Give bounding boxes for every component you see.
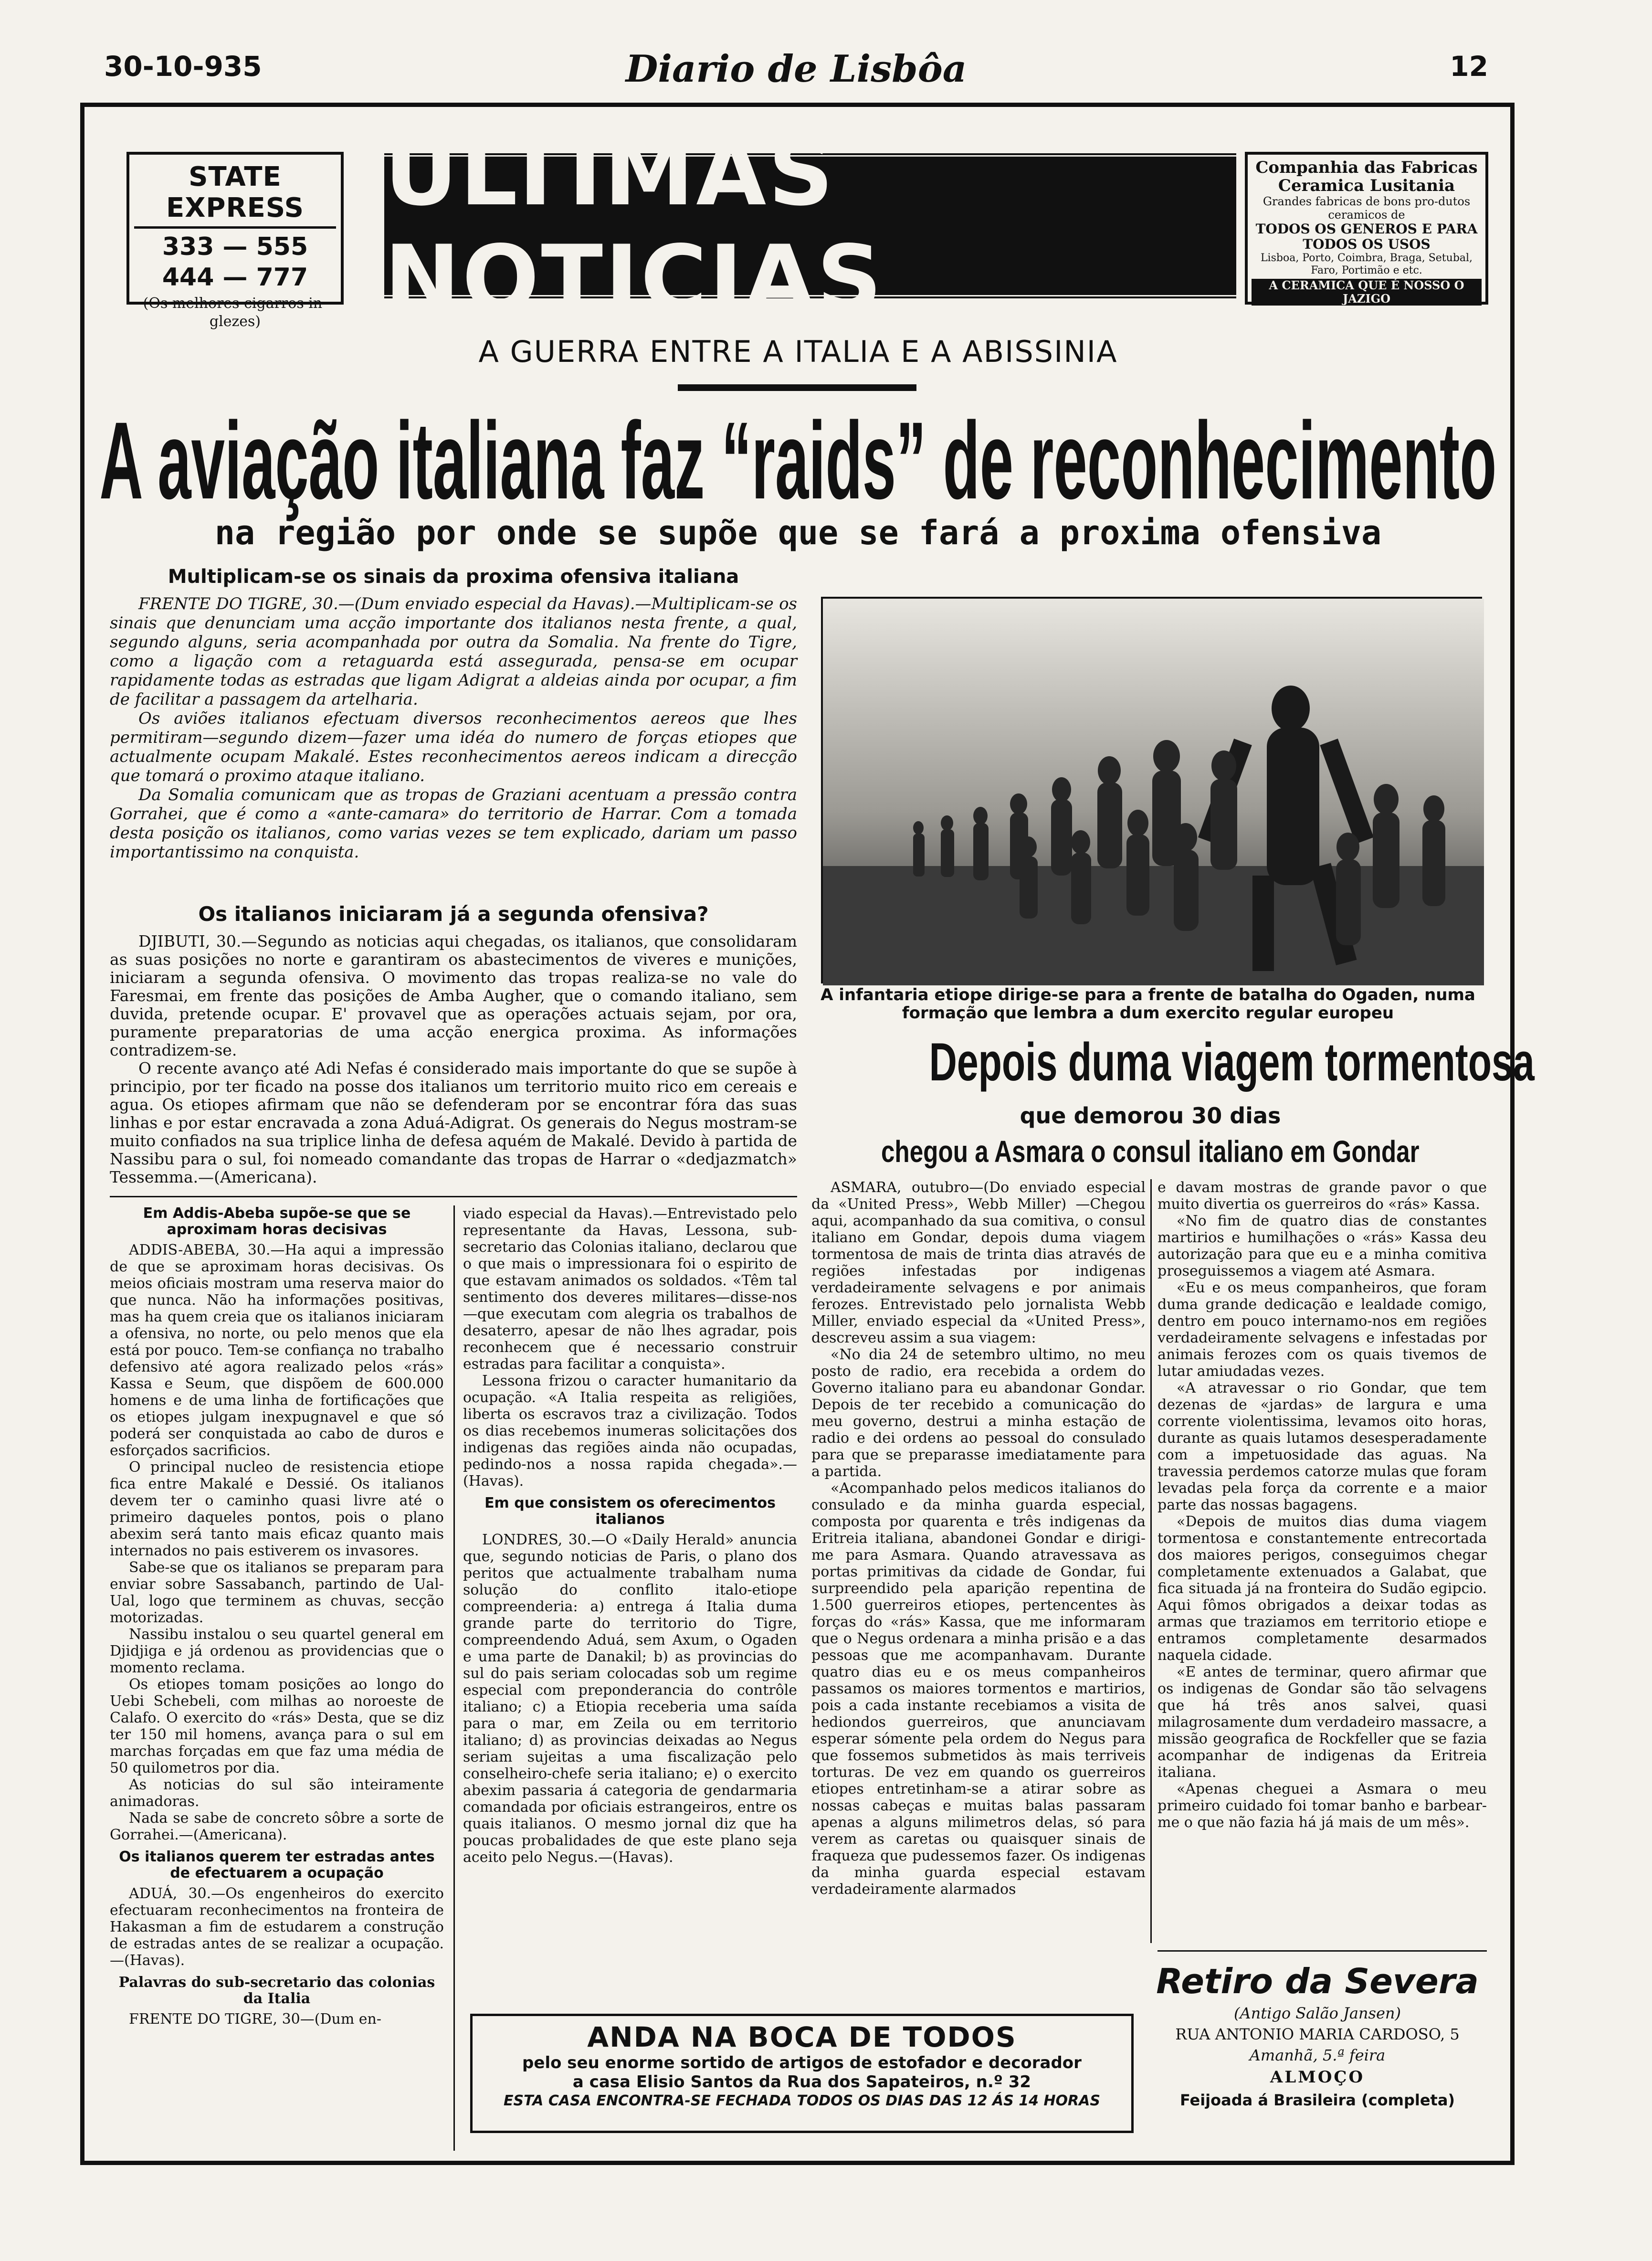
main-headline: A aviação italiana faz “raids” de reconhecimento [99,399,1497,522]
story-2-headline-wrap [811,1031,1535,1093]
ad-line: Grandes fabricas de bons pro-dutos ceramicos de [1263,195,1471,222]
ad-line: (Antigo Salão Jansen) [1234,2004,1401,2022]
kicker: A GUERRA ENTRE A ITALIA E A ABISSINIA [478,334,1118,369]
column-1 [110,1205,444,2158]
paragraph: «Acompanhado pelos medicos italianos do consulado e da minha guarda especial, composta por quarenta e três indigenas da Eritreia italiana, abandonei Gondar e dirigi-me para Asmara. Quando atravessava as portas primitivas da cidade de Gondar, fui surpreendido pela aparição repentina de 1.500 guerreiros etiopes, pertencentes às forças do «rás» Kassa, que me informaram que o Negus ordenara a minha prisão e a das pessoas que me acompanhavam. Durante quatro dias eu e os meus companheiros passamos os maiores tormentos e martirios, pois a cada instante recebiamos a visita de hediondos guerreiros, que anunciavam esperar sómente pela ordem do Negus para que fossemos submetidos às mais terriveis torturas. De vez em quando os guerreiros etiopes entretinham-se a atirar sobre as nossas cabeças e muitas balas passaram apenas a alguns milimetros delas, só para verem as caretas ou quaisquer sinais de fraqueza que pudessemos fazer. Os indigenas da minha guarda especial estavam verdadeiramente alarmados [811,1480,1146,1898]
column-2 [463,1205,797,1998]
column-body [110,1885,444,1969]
story-2-deck-2: chegou a Asmara o consul italiano em Gondar [881,1134,1420,1169]
ad-line: Amanhã, 5.ª feira [1249,2046,1386,2064]
column-body [1157,1179,1487,1831]
paragraph: viado especial da Havas).—Entrevistado pelo representante da Havas, Lessona, sub-secretario das Colonias italiano, declarou que o que mais o impressionara foi o espirito de que estavam animados os soldados. «Têm tal sentimento dos deveres militares—disse-nos—que executam com alegria os trabalhos de desaterro, apesar de não lhes agradar, pois reconhecem que é necessario construir estradas para facilitar a conquista». [463,1205,797,1373]
ad-line: ESTA CASA ENCONTRA-SE FECHADA TODOS OS DIAS DAS 12 ÁS 14 HORAS [504,2092,1100,2109]
story-2-deck-wrap [811,1134,1489,1169]
paragraph: Nada se sabe de concreto sôbre a sorte de Gorrahei.—(Americana). [110,1810,444,1843]
main-headline-wrap [0,396,1596,525]
paragraph: As noticias do sul são inteiramente animadoras. [110,1776,444,1810]
ad-tagline: (Os melhores cigarros in-glezes) [143,295,327,330]
column-body [463,1205,797,1490]
ad-line: A CERAMICA QUE É NOSSO O JAZIGO [1252,279,1482,306]
paragraph: Nassibu instalou o seu quartel general em Djidjiga e já ordenou as providencias que o momento reclama. [110,1626,444,1676]
infantry-photo [821,597,1482,983]
column-rule [1150,1179,1152,1943]
ad-line: pelo seu enorme sortido de artigos de estofador e decorador [522,2053,1082,2072]
paragraph: LONDRES, 30.—O «Daily Herald» anuncia que, segundo noticias de Paris, o plano dos peritos que actualmente trabalham numa solução do conflito italo-etiope compreenderia: a) entrega á Italia duma grande parte do territorio do Tigre, compreendendo Aduá, sem Axum, o Ogaden e uma parte de Danakil; b) as provincias do sul do pais seriam colocadas sob um regime especial com preponderancia do contrôle italiano; c) a Etiopia receberia uma saída para o mar, em Zeila ou em territorio italiano; d) as provincias deixadas ao Negus seriam sujeitas a uma fiscalização pelo conselheiro-chefe seria italiano; e) o exercito abexim passaria á categoria de gendarmaria comandada por oficiais estrangeiros, entre os quais italianos. O mesmo jornal diz que ha poucas probalidades de que este plano seja aceito pelo Negus.—(Havas). [463,1532,797,1866]
section-title: Em que consistem os oferecimentos italianos [484,1495,776,1528]
section-title: Palavras do sub-secretario das colonias da Italia [118,1974,435,2007]
column-body [110,1242,444,1843]
section-title: Multiplicam-se os sinais da proxima ofensiva italiana [168,566,739,588]
paragraph: Sabe-se que os italianos se preparam para enviar sobre Sassabanch, partindo de Ual-Ual, logo que terminem as chuvas, secção motorizadas. [110,1559,444,1626]
divider [1157,1950,1487,1952]
paragraph: DJIBUTI, 30.—Segundo as noticias aqui chegadas, os italianos, que consolidaram as suas posições no norte e garantiram os abastecimentos de viveres e munições, iniciaram a segunda ofensiva. O movimento das tropas realiza-se no vale do Faresmai, em frente das posições de Amba Augher, que o comando italiano, sem duvida, pretende ocupar. E' provavel que as operações actuais sejam, por ora, puramente preparatorias de uma acção energica proxima. As informações contradizem-se. [110,932,797,1059]
section-2-body [110,932,797,1186]
story-2-deck: que demorou 30 dias [1020,1103,1281,1129]
ad-line: RUA ANTONIO MARIA CARDOSO, 5 [1175,2025,1460,2043]
ad-line: Lisboa, Porto, Coimbra, Braga, Setubal, Faro, Portimão e etc. [1260,252,1473,276]
ad-number-line: 444 — 777 [162,263,308,292]
ad-number-line: 333 — 555 [162,232,308,261]
photo-image [823,599,1484,985]
paragraph: Os etiopes tomam posições ao longo do Uebi Schebeli, com milhas ao noroeste de Calafo. O exercito do «rás» Desta, que se diz ter 150 mil homens, avança para o sul em marchas forçadas em que faz uma média de 50 quilometros por dia. [110,1676,444,1776]
ad-retiro-da-severa [1150,1960,1484,2141]
paragraph: Os aviões italianos efectuam diversos reconhecimentos aereos que lhes permitiram—segundo dizem—fazer uma idéa do numero de forças etiopes que actualmente ocupam Makalé. Estes reconhecimentos aereos indicam a direcção que tomará o proximo ataque italiano. [110,709,797,785]
paragraph: «No fim de quatro dias de constantes martirios e humilhações o «rás» Kassa deu autorização para que eu e a minha comitiva proseguissemos a viagem até Asmara. [1157,1213,1487,1279]
column-body [811,1179,1146,1898]
issue-date: 30-10-935 [104,50,262,83]
ad-title: Retiro da Severa [1156,1961,1479,2001]
ad-elisio-santos [470,2014,1134,2133]
paragraph: «No dia 24 de setembro ultimo, no meu posto de radio, era recebida a ordem do Governo italiano para eu abandonar Gondar. Depois de ter recebido a comunicação do meu governo, destrui a minha estação de radio e dei ordens ao pessoal do consulado para que se preparasse imediatamente para a partida. [811,1346,1146,1480]
ad-line: a casa Elisio Santos da Rua dos Sapateiros, n.º 32 [572,2072,1031,2092]
main-subhead: na região por onde se supõe que se fará a proxima ofensiva [214,513,1382,552]
paragraph: «Apenas cheguei a Asmara o meu primeiro cuidado foi tomar banho e barbear-me o que não fazia há já mais de um mês». [1157,1781,1487,1831]
story-2-headline: Depois duma viagem tormentosa [929,1032,1535,1092]
section-1-body [110,594,797,862]
column-rule [453,1205,455,2151]
ad-state-express [126,152,344,330]
ad-line: Ceramica Lusitania [1278,176,1455,195]
paragraph: ADUÁ, 30.—Os engenheiros do exercito efectuaram reconhecimentos na fronteira de Hakasman a fim de estudarem a construção de estradas antes de se realizar a ocupação.—(Havas). [110,1885,444,1969]
paragraph: FRENTE DO TIGRE, 30.—(Dum enviado especial da Havas).—Multiplicam-se os sinais que denunciam uma acção importante dos italianos nesta frente, a qual, segundo alguns, seria acompanhada por outra da Somalia. Na frente do Tigre, como a ligação com a retaguarda está assegurada, pensa-se em ocupar rapidamente todas as estradas que ligam Adigrat a aldeias ainda por ocupar, a fim de facilitar a passagem da artelharia. [110,594,797,709]
page-header [104,47,1488,91]
paragraph: «Depois de muitos dias duma viagem tormentosa e constantemente entrecortada dos maiores perigos, conseguimos chegar completamente extenuados a Galabat, que fica situada já na fronteira do Sudão egipcio. Aqui fômos obrigados a deixar todas as armas que traziamos em territorio etiope e entramos completamente desarmados naquela cidade. [1157,1513,1487,1664]
column-body [110,2011,444,2028]
section-title: Os italianos iniciaram já a segunda ofensiva? [198,902,709,926]
ad-line: Companhia das Fabricas [1255,158,1478,177]
page-number: 12 [1450,50,1488,83]
section-title: Em Addis-Abeba supõe-se que se aproximam horas decisivas [143,1205,411,1238]
paragraph: O recente avanço até Adi Nefas é considerado mais importante do que se supõe à principio, por ter ficado na posse dos italianos um territorio muito rico em cereais e agua. Os etiopes afirmam que não se defenderam por se encontrar fóra das suas linhas e por estar encravada a zona Aduá-Adigrat. Os generais do Negus mostram-se muito confiados na sua triplice linha de defesa aquém de Makalé. Devido à partida de Nassibu para o sul, foi nomeado comandante das tropas de Harrar o «dedjazmatch» Tessemma.—(Americana). [110,1059,797,1186]
ad-line: Feijoada á Brasileira (completa) [1179,2091,1455,2109]
banner-title: ULTIMAS NOTICIAS [384,120,884,331]
ad-brand: STATE EXPRESS [134,161,336,229]
paragraph: ADDIS-ABEBA, 30.—Ha aqui a impressão de que se aproximam horas decisivas. Os meios oficiais mostram uma reserva maior do que nunca. Não ha informações positivas, mas ha quem creia que os italianos iniciaram a ofensiva, no norte, ou pelo menos que ela está por pouco. Tem-se confiança no trabalho defensivo até agora realizado pelos «rás» Kassa e Seum, que dispõem de 600.000 homens e de uma linha de fortificações que os etiopes julgam inexpugnavel e que só poderá ser conquistada ao cabo de duros e esforçados sacrificios. [110,1242,444,1459]
kicker-rule [678,384,916,391]
divider [110,1196,797,1197]
paragraph: «Eu e os meus companheiros, que foram duma grande dedicação e lealdade comigo, dentro em pouco internamo-nos em regiões verdadeiramente selvagens e infestadas por animais ferozes com os quais tivemos de lutar amiudadas vezes. [1157,1279,1487,1380]
paragraph: FRENTE DO TIGRE, 30—(Dum en- [129,2011,382,2028]
paragraph: «A atravessar o rio Gondar, que tem dezenas de «jardas» de largura e uma corrente violentissima, levamos oito horas, durante as quais lutamos desesperadamente com a impetuosidade das aguas. Na travessia perdemos catorze mulas que foram levadas pela força da corrente e a maior parte das nossas bagagens. [1157,1380,1487,1513]
masthead: Diario de Lisbôa [625,47,967,91]
ad-line: ALMOÇO [1270,2068,1365,2087]
section-1 [110,566,797,862]
paragraph: Lessona frizou o caracter humanitario da ocupação. «A Italia respeita as religiões, liberta os escravos traz a civilização. Todos os dias recebemos inumeras solicitações dos indigenas das regiões ainda não ocupadas, pedindo-nos a nossa rapida chegada».—(Havas). [463,1373,797,1490]
paragraph: O principal nucleo de resistencia etiope fica entre Makalé e Dessié. Os italianos devem ter o caminho quasi livre até o primeiro daqueles pontos, pois o plano abexim será tanto mais eficaz quanto mais internados no pais estiverem os invasores. [110,1459,444,1559]
paragraph: «E antes de terminar, quero afirmar que os indigenas de Gondar são tão selvagens que há três anos salvei, quasi milagrosamente dum verdadeiro massacre, a missão geografica de Rockfeller que se fazia acompanhar de indigenas da Eritreia italiana. [1157,1664,1487,1781]
column-body [463,1532,797,1866]
ad-ceramica-lusitania [1245,152,1488,305]
section-title: Os italianos querem ter estradas antes de efectuarem a ocupação [119,1849,435,1881]
story-2-column-left [811,1179,1146,1943]
section-banner [384,120,1236,331]
section-2 [110,902,797,1186]
paragraph: e davam mostras de grande pavor o que muito divertia os guerreiros do «rás» Kassa. [1157,1179,1487,1213]
photo-caption: A infantaria etiope dirige-se para a frente de batalha do Ogaden, numa formação que lembra a dum exercito regular europeu [821,985,1475,1023]
story-2-column-right [1157,1179,1487,1943]
ad-line: TODOS OS GENEROS E PARA TODOS OS USOS [1255,221,1478,252]
ad-line: ANDA NA BOCA DE TODOS [587,2021,1017,2053]
paragraph: ASMARA, outubro—(Do enviado especial da «United Press», Webb Miller) —Chegou aqui, acompanhado da sua comitiva, o consul italiano em Gondar, depois duma viagem tormentosa de mais de trinta dias através de regiões infestadas por indigenas verdadeiramente selvagens e por animais ferozes. Entrevistado pelo jornalista Webb Miller, enviado especial da «United Press», descreveu assim a sua viagem: [811,1179,1146,1346]
paragraph: Da Somalia comunicam que as tropas de Graziani acentuam a pressão contra Gorrahei, que é como a «ante-camara» do territorio de Harrar. Com a tomada desta posição os italianos, como varias vezes se tem explicado, dariam um passo importantissimo na conquista. [110,785,797,862]
